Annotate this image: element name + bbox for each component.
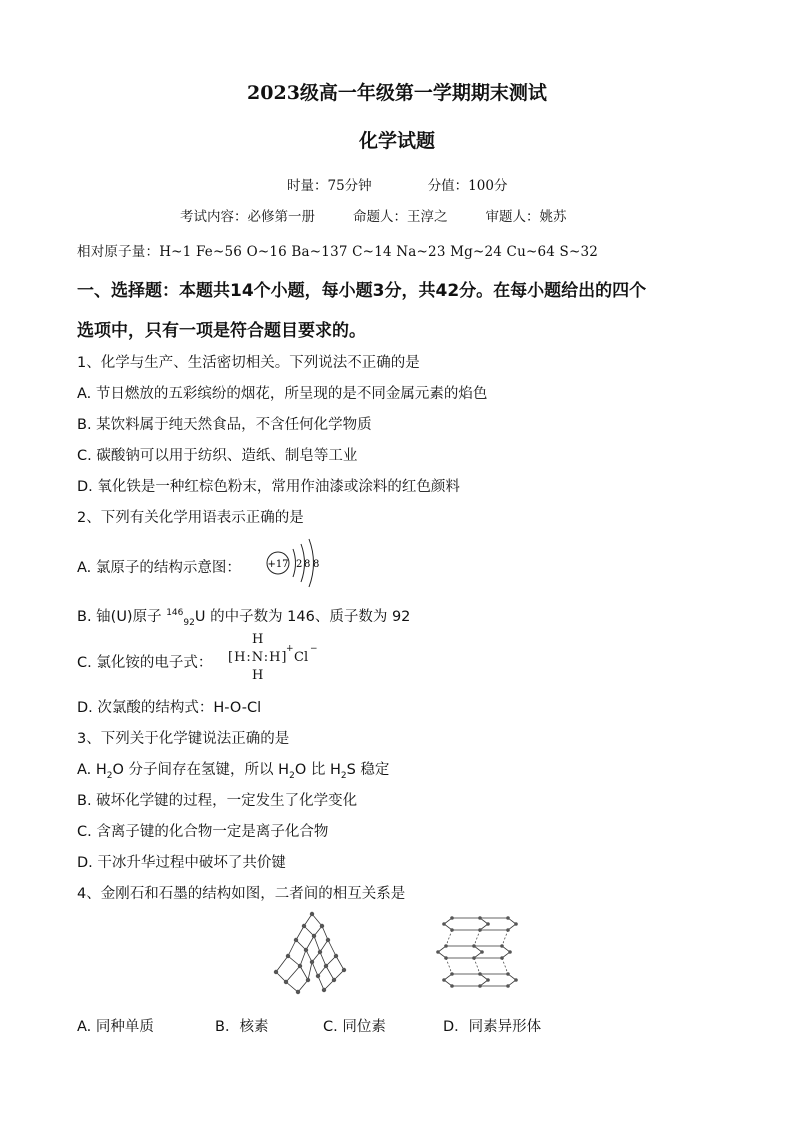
q4-option-b: B．核素 — [215, 1019, 269, 1035]
q2-option-a: A. 氯原子的结构示意图： — [77, 560, 241, 576]
shell-electrons-1: 2 — [296, 559, 303, 570]
q3-option-a — [77, 758, 389, 781]
q4-option-a: A. 同种单质 — [77, 1019, 154, 1035]
q2-b-suffix: U 的中子数为 146、质子数为 92 — [194, 609, 411, 625]
q1-option-d: D. 氧化铁是一种红棕色粉末，常用作油漆或涂料的红色颜料 — [77, 479, 460, 495]
q1-option-c: C. 碳酸钠可以用于纺织、造纸、制皂等工业 — [77, 448, 358, 464]
section-heading-line2: 选项中，只有一项是符合题目要求的。 — [77, 321, 366, 341]
atom-structure-diagram — [262, 539, 332, 589]
section-heading-line1: 一、选择题：本题共14个小题，每小题3分，共42分。在每小题给出的四个 — [77, 281, 647, 301]
exam-title: 2023级高一年级第一学期期末测试 — [247, 82, 547, 104]
exam-reviewer: 审题人：姚苏 — [485, 209, 567, 225]
q4-option-c: C. 同位素 — [323, 1019, 386, 1035]
formula-charge-plus: + — [286, 644, 294, 654]
q3-a-part1: A. H — [77, 762, 107, 778]
q1-option-b: B. 某饮料属于纯天然食品，不含任何化学物质 — [77, 417, 372, 433]
diamond-structure-image — [262, 910, 352, 1000]
q4-stem: 4、金刚石和石墨的结构如图，二者间的相互关系是 — [77, 886, 406, 902]
q3-a-part4: S 稳定 — [346, 762, 390, 778]
q2-b-prefix: B. 铀(U)原子 — [77, 609, 167, 625]
q3-stem: 3、下列关于化学键说法正确的是 — [77, 731, 290, 747]
formula-ammonium: [H:N:H] — [228, 650, 288, 665]
formula-h-top: H — [252, 632, 264, 647]
q3-option-d: D. 干冰升华过程中破坏了共价键 — [77, 855, 286, 871]
q2-b-mass-number: 146 — [166, 608, 184, 619]
exam-time: 时量：75分钟 — [287, 178, 372, 194]
q3-option-c: C. 含离子键的化合物一定是离子化合物 — [77, 824, 329, 840]
q4-option-d: D．同素异形体 — [443, 1019, 542, 1035]
exam-author: 命题人：王淳之 — [353, 209, 448, 225]
formula-h-bottom: H — [252, 668, 264, 683]
q3-a-sub1: 2 — [106, 770, 113, 781]
q3-a-sub3: 2 — [340, 770, 347, 781]
q2-option-d: D. 次氯酸的结构式：H-O-Cl — [77, 700, 262, 716]
formula-charge-minus: − — [310, 644, 318, 654]
q2-option-b — [77, 605, 410, 628]
shell-electrons-2: 8 — [304, 559, 311, 570]
q3-a-sub2: 2 — [289, 770, 295, 781]
ammonium-chloride-formula — [228, 632, 328, 684]
q2-option-c: C. 氯化铵的电子式： — [77, 655, 213, 671]
q3-a-part2: O 分子间存在氢键，所以 H — [112, 762, 290, 778]
exam-meta-time-score — [287, 174, 507, 194]
exam-score: 分值：100分 — [427, 178, 508, 194]
subject-title: 化学试题 — [358, 130, 435, 152]
exam-scope: 考试内容：必修第一册 — [180, 209, 315, 225]
q3-option-b: B. 破坏化学键的过程，一定发生了化学变化 — [77, 793, 358, 809]
atomic-masses: 相对原子量：H~1 Fe~56 O~16 Ba~137 C~14 Na~23 Mg~24 Cu~64 S~32 — [77, 244, 599, 260]
q2-stem: 2、下列有关化学用语表示正确的是 — [77, 510, 304, 526]
q1-option-a: A. 节日燃放的五彩缤纷的烟花，所呈现的是不同金属元素的焰色 — [77, 386, 488, 402]
q2-b-atomic-number: 92 — [183, 617, 195, 628]
nucleus-charge: +17 — [267, 559, 289, 570]
formula-chloride: Cl — [294, 650, 309, 665]
q3-a-part3: O 比 H — [294, 762, 341, 778]
graphite-structure-image — [432, 910, 527, 1000]
q1-stem: 1、化学与生产、生活密切相关。下列说法不正确的是 — [77, 355, 420, 371]
shell-electrons-3: 8 — [313, 559, 320, 570]
q4-options — [77, 1015, 541, 1036]
exam-meta-people — [180, 205, 567, 225]
